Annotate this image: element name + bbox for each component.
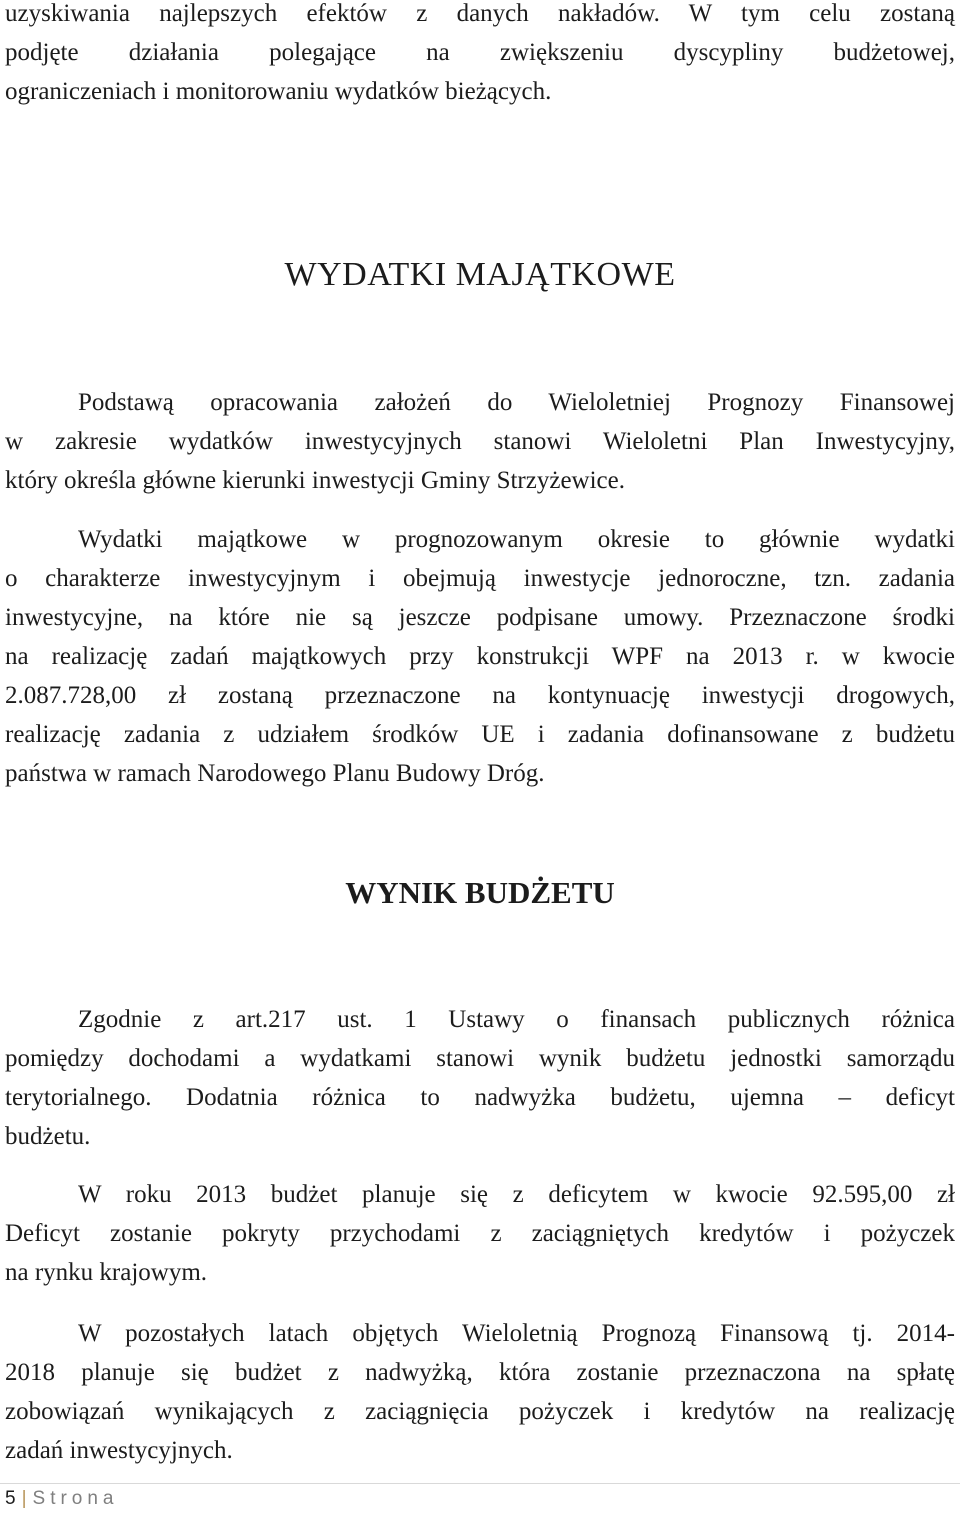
text-line: terytorialnego. Dodatnia różnica to nadwyżka budżetu, ujemna – deficyt (5, 1084, 955, 1111)
paragraph-deficit-2013 (5, 1175, 955, 1292)
page-footer (5, 1486, 119, 1512)
paragraph-capital-expenditure (5, 520, 955, 793)
text-line: 2018 planuje się budżet z nadwyżką, która zostanie przeznaczona na spłatę (5, 1359, 955, 1386)
text-line: Deficyt zostanie pokryty przychodami z zaciągniętych kredytów i pożyczek (5, 1220, 955, 1247)
footer-separator: | (21, 1488, 27, 1509)
section-heading-wynik-budzetu: WYNIK BUDŻETU (345, 875, 615, 910)
paragraph-surplus-2014-2018 (5, 1314, 955, 1470)
text-line: W roku 2013 budżet planuje się z deficytem w kwocie 92.595,00 zł (78, 1181, 955, 1208)
text-line: realizację zadania z udziałem środków UE i zadania dofinansowane z budżetu (5, 721, 955, 748)
text-line: państwa w ramach Narodowego Planu Budowy Dróg. (5, 760, 545, 787)
footer-divider (0, 1483, 960, 1484)
text-line: budżetu. (5, 1123, 91, 1150)
text-line: inwestycyjne, na które nie są jeszcze podpisane umowy. Przeznaczone środki (5, 604, 955, 631)
text-line: który określa główne kierunki inwestycji Gminy Strzyżewice. (5, 467, 625, 494)
page-label: Strona (32, 1488, 119, 1509)
text-line: W pozostałych latach objętych Wieloletnią Prognozą Finansową tj. 2014- (78, 1320, 955, 1347)
text-line: na rynku krajowym. (5, 1259, 208, 1286)
text-line: 2.087.728,00 zł zostaną przeznaczone na kontynuację inwestycji drogowych, (5, 682, 955, 709)
page-number: 5 (5, 1488, 16, 1509)
text-line: uzyskiwania najlepszych efektów z danych nakładów. W tym celu zostaną (5, 0, 955, 27)
intro-paragraph (5, 0, 955, 111)
text-line: Podstawą opracowania założeń do Wieloletniej Prognozy Finansowej (78, 389, 955, 416)
text-line: o charakterze inwestycyjnym i obejmują inwestycje jednoroczne, tzn. zadania (5, 565, 955, 592)
section-heading-wydatki-majatkowe: WYDATKI MAJĄTKOWE (284, 256, 676, 293)
text-line: pomiędzy dochodami a wydatkami stanowi wynik budżetu jednostki samorządu (5, 1045, 955, 1072)
text-line: Wydatki majątkowe w prognozowanym okresie to głównie wydatki (78, 526, 955, 553)
text-line: ograniczeniach i monitorowaniu wydatków bieżących. (5, 78, 552, 105)
text-line: na realizację zadań majątkowych przy konstrukcji WPF na 2013 r. w kwocie (5, 643, 955, 670)
paragraph-budget-result-definition (5, 1000, 955, 1156)
text-line: w zakresie wydatków inwestycyjnych stanowi Wieloletni Plan Inwestycyjny, (5, 428, 955, 455)
text-line: zobowiązań wynikających z zaciągnięcia pożyczek i kredytów na realizację (5, 1398, 955, 1425)
text-line: Zgodnie z art.217 ust. 1 Ustawy o finansach publicznych różnica (78, 1006, 955, 1033)
text-line: zadań inwestycyjnych. (5, 1437, 233, 1464)
text-line: podjęte działania polegające na zwiększeniu dyscypliny budżetowej, (5, 39, 955, 66)
paragraph-wpf-basis (5, 383, 955, 500)
